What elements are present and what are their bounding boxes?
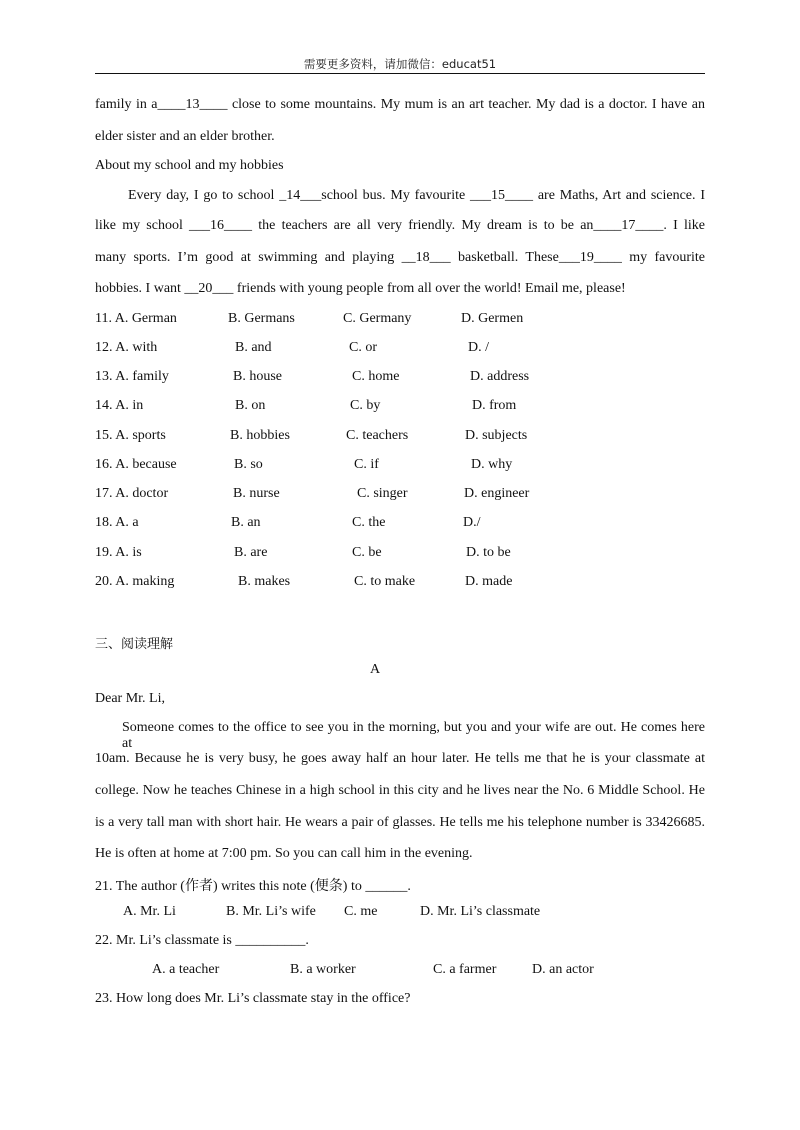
- letter-line: is a very tall man with short hair. He wears a pair of glasses. He tells me his telephone number is 33426685.: [95, 815, 705, 830]
- cloze-question: [95, 515, 715, 535]
- passage-line: like my school ___16____ the teachers are all very friendly. My dream is to be an____17____. I like: [95, 218, 705, 233]
- option-d: D./: [463, 515, 481, 530]
- option-c: C. to make: [354, 574, 416, 589]
- question-22: 22. Mr. Li’s classmate is __________.: [95, 933, 309, 948]
- cloze-question: [95, 340, 715, 360]
- option-c: C. the: [352, 515, 386, 530]
- option-b: B. house: [233, 369, 282, 384]
- passage-line: Every day, I go to school _14___school bus. My favourite ___15____ are Maths, Art and science. I: [128, 188, 705, 203]
- option-c: C. teachers: [346, 428, 409, 443]
- header-divider: [95, 73, 705, 74]
- option-a: A. a teacher: [152, 962, 220, 977]
- option-d: D. address: [470, 369, 530, 384]
- option-d: D. /: [468, 340, 489, 355]
- letter-line: 10am. Because he is very busy, he goes away half an hour later. He tells me that he is your classmate at: [95, 751, 705, 766]
- option-a: A. Mr. Li: [123, 904, 176, 919]
- option-a: 18. A. a: [95, 515, 139, 530]
- cloze-question: [95, 311, 715, 331]
- option-c: C. Germany: [343, 311, 412, 326]
- passage-line: family in a____13____ close to some mountains. My mum is an art teacher. My dad is a doctor. I have an: [95, 97, 705, 112]
- option-d: D. Germen: [461, 311, 524, 326]
- option-c: C. home: [352, 369, 400, 384]
- passage-line: many sports. I’m good at swimming and playing __18___ basketball. These___19____ my favourite: [95, 250, 705, 265]
- option-a: 17. A. doctor: [95, 486, 169, 501]
- cloze-question: [95, 457, 715, 477]
- option-d: D. made: [465, 574, 513, 589]
- passage-line: hobbies. I want __20___ friends with young people from all over the world! Email me, please!: [95, 281, 626, 296]
- option-c: C. by: [350, 398, 381, 413]
- cloze-question: [95, 428, 715, 448]
- letter-line: He is often at home at 7:00 pm. So you can call him in the evening.: [95, 846, 473, 861]
- option-b: B. Germans: [228, 311, 295, 326]
- option-b: B. nurse: [233, 486, 280, 501]
- option-c: C. me: [344, 904, 378, 919]
- option-d: D. why: [471, 457, 513, 472]
- option-d: D. to be: [466, 545, 511, 560]
- letter-line: Someone comes to the office to see you in the morning, but you and your wife are out. He comes here at: [122, 720, 705, 751]
- option-d: D. from: [472, 398, 517, 413]
- option-c: C. a farmer: [433, 962, 497, 977]
- question-21: 21. The author (作者) writes this note (便条) to ______.: [95, 879, 411, 894]
- option-b: B. Mr. Li’s wife: [226, 904, 316, 919]
- option-a: 12. A. with: [95, 340, 158, 355]
- option-a: 13. A. family: [95, 369, 169, 384]
- option-c: C. if: [354, 457, 379, 472]
- option-b: B. a worker: [290, 962, 356, 977]
- option-b: B. an: [231, 515, 261, 530]
- option-d: D. Mr. Li’s classmate: [420, 904, 541, 919]
- option-c: C. singer: [357, 486, 408, 501]
- passage-line: elder sister and an elder brother.: [95, 129, 275, 144]
- option-b: B. so: [234, 457, 263, 472]
- option-b: B. are: [234, 545, 268, 560]
- cloze-question: [95, 398, 715, 418]
- cloze-question: [95, 486, 715, 506]
- cloze-question: [95, 574, 715, 594]
- option-a: 15. A. sports: [95, 428, 166, 443]
- letter-salutation: Dear Mr. Li,: [95, 691, 165, 706]
- option-b: B. on: [235, 398, 266, 413]
- page-header: 需要更多资料，请加微信：educat51: [303, 57, 497, 71]
- option-d: D. subjects: [465, 428, 528, 443]
- part-label: A: [370, 662, 381, 677]
- cloze-question: [95, 545, 715, 565]
- section-title: 三、阅读理解: [95, 637, 174, 652]
- option-b: B. hobbies: [230, 428, 290, 443]
- option-a: 20. A. making: [95, 574, 175, 589]
- question-23: 23. How long does Mr. Li’s classmate stay in the office?: [95, 991, 411, 1006]
- option-d: D. engineer: [464, 486, 530, 501]
- letter-line: college. Now he teaches Chinese in a high school in this city and he lives near the No. 6 Middle School. He: [95, 783, 705, 798]
- option-b: B. and: [235, 340, 272, 355]
- option-a: 11. A. German: [95, 311, 177, 326]
- option-b: B. makes: [238, 574, 291, 589]
- option-a: 19. A. is: [95, 545, 142, 560]
- question-22-options: [95, 962, 715, 982]
- cloze-question: [95, 369, 715, 389]
- option-c: C. be: [352, 545, 382, 560]
- option-d: D. an actor: [532, 962, 594, 977]
- option-a: 16. A. because: [95, 457, 177, 472]
- passage-subheading: About my school and my hobbies: [95, 158, 284, 173]
- question-21-options: [95, 904, 715, 924]
- option-c: C. or: [349, 340, 377, 355]
- option-a: 14. A. in: [95, 398, 144, 413]
